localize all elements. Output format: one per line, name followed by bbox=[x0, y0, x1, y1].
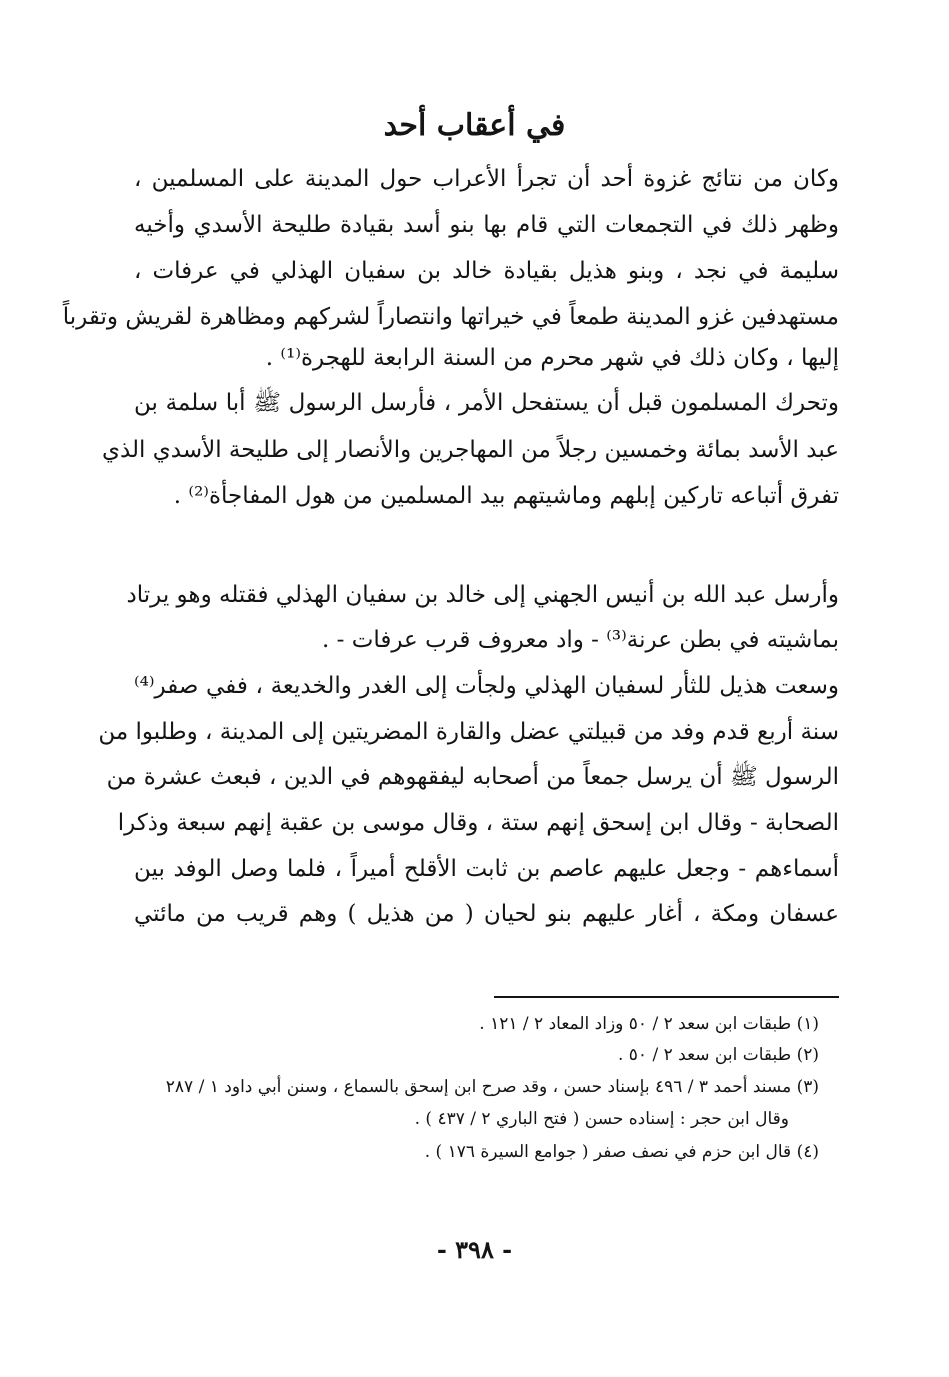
section-heading: في أعقاب أحد bbox=[383, 108, 566, 143]
footnote-4: (٤) قال ابن حزم في نصف صفر ( جوامع السيرة ١٧٦ ) . bbox=[424, 1142, 819, 1162]
body-line-16: عسفان ومكة ، أغار عليهم بنو لحيان ( من هذيل ) وهم قريب من مائتي bbox=[134, 901, 839, 927]
footnote-separator bbox=[494, 996, 839, 998]
body-line-10: بماشيته في بطن عرنة⁽³⁾ - واد معروف قرب عرفات - . bbox=[322, 627, 839, 653]
body-line-11: وسعت هذيل للثأر لسفيان الهذلي ولجأت إلى الغدر والخديعة ، ففي صفر⁽⁴⁾ bbox=[134, 673, 839, 699]
body-line-5: إليها ، وكان ذلك في شهر محرم من السنة الرابعة للهجرة⁽¹⁾ . bbox=[265, 345, 839, 371]
body-line-6: وتحرك المسلمون قبل أن يستفحل الأمر ، فأرسل الرسول ﷺ أبا سلمة بن bbox=[134, 390, 839, 416]
body-line-13: الرسول ﷺ أن يرسل جمعاً من أصحابه ليفقهوهم في الدين ، فبعث عشرة من bbox=[106, 764, 839, 790]
page-number: - ٣٩٨ - bbox=[436, 1235, 513, 1264]
footnote-3-continuation: وقال ابن حجر : إسناده حسن ( فتح الباري ٢ / ٤٣٧ ) . bbox=[414, 1109, 789, 1129]
body-line-15: أسماءهم - وجعل عليهم عاصم بن ثابت الأقلح أميراً ، فلما وصل الوفد بين bbox=[134, 856, 839, 882]
footnote-1: (١) طبقات ابن سعد ٢ / ٥٠ وزاد المعاد ٢ / ١٢١ . bbox=[479, 1014, 819, 1034]
body-line-4: مستهدفين غزو المدينة طمعاً في خيراتها وانتصاراً لشركهم ومظاهرة لقريش وتقرباً bbox=[62, 304, 839, 330]
body-line-3: سليمة في نجد ، وبنو هذيل بقيادة خالد بن سفيان الهذلي في عرفات ، bbox=[134, 258, 839, 284]
body-line-1: وكان من نتائج غزوة أحد أن تجرأ الأعراب حول المدينة على المسلمين ، bbox=[134, 166, 839, 192]
body-line-8: تفرق أتباعه تاركين إبلهم وماشيتهم بيد المسلمين من هول المفاجأة⁽²⁾ . bbox=[173, 483, 839, 509]
body-line-9: وأرسل عبد الله بن أنيس الجهني إلى خالد بن سفيان الهذلي فقتله وهو يرتاد bbox=[126, 582, 839, 608]
footnote-3: (٣) مسند أحمد ٣ / ٤٩٦ بإسناد حسن ، وقد صرح ابن إسحق بالسماع ، وسنن أبي داود ١ / ٢٨٧ bbox=[165, 1077, 819, 1097]
body-line-2: وظهر ذلك في التجمعات التي قام بها بنو أسد بقيادة طليحة الأسدي وأخيه bbox=[134, 212, 839, 238]
body-line-12: سنة أربع قدم وفد من قبيلتي عضل والقارة المضريتين إلى المدينة ، وطلبوا من bbox=[98, 719, 839, 745]
body-line-14: الصحابة - وقال ابن إسحق إنهم ستة ، وقال موسى بن عقبة إنهم سبعة وذكرا bbox=[117, 810, 839, 836]
body-line-7: عبد الأسد بمائة وخمسين رجلاً من المهاجرين والأنصار إلى طليحة الأسدي الذي bbox=[101, 437, 839, 463]
footnote-2: (٢) طبقات ابن سعد ٢ / ٥٠ . bbox=[617, 1045, 819, 1065]
